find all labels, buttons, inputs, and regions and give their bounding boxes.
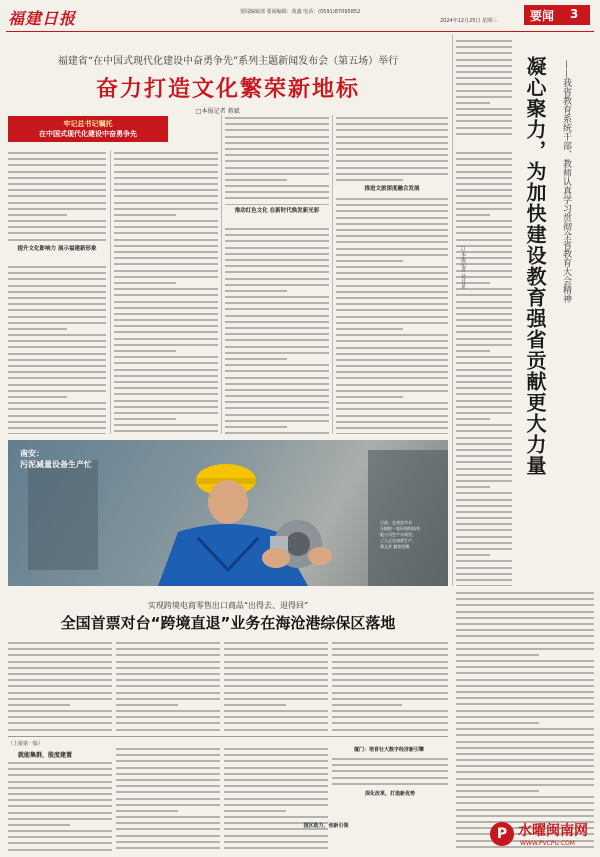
text-line bbox=[114, 428, 218, 434]
bottom-text-b bbox=[116, 746, 220, 852]
bottom-text-c bbox=[224, 746, 328, 852]
masthead-date: 2024年12月25日 星期三 bbox=[440, 18, 498, 24]
section-label-text: 要闻 bbox=[530, 9, 555, 23]
caption-line: 限公司生产车间里， bbox=[380, 532, 416, 537]
slogan-line-2: 在中国式现代化建设中奋勇争先 bbox=[39, 129, 137, 138]
watermark bbox=[490, 820, 594, 852]
watermark-text: 水曜闽南网 bbox=[518, 823, 588, 839]
watermark-url: WWW.PVCPU.COM bbox=[520, 840, 575, 847]
text-line bbox=[456, 583, 512, 586]
photo-title-line-1: 南安： bbox=[20, 448, 44, 458]
photo-caption-text bbox=[380, 520, 442, 550]
story2-text-a bbox=[8, 640, 112, 732]
lead-headline: 奋力打造文化繁荣新地标 bbox=[95, 77, 360, 102]
section-label bbox=[524, 5, 590, 25]
bottom-subhead: 就能集群，殷度建置 bbox=[17, 752, 72, 759]
masthead-dept-line: 要闻编辑部 要闻编辑：黄鑫 电话：(0591)87095852 bbox=[240, 9, 361, 15]
lead-col-4-text bbox=[336, 115, 448, 181]
text-line bbox=[336, 177, 403, 181]
masthead bbox=[0, 0, 600, 34]
text-line bbox=[8, 847, 112, 852]
text-line bbox=[456, 137, 512, 138]
section-rule bbox=[8, 736, 448, 737]
story2-text-d bbox=[332, 640, 448, 732]
text-line bbox=[116, 851, 220, 852]
story2-text-b bbox=[116, 640, 220, 732]
bottom-text-d bbox=[332, 756, 448, 786]
lead-col-3-text bbox=[225, 115, 329, 205]
text-line bbox=[224, 851, 328, 852]
caption-line: 头镇的一家环保科技有 bbox=[380, 526, 420, 531]
divider bbox=[221, 115, 222, 434]
side-headline: 凝心聚力，为加快建设教育强省贡献更大力量 bbox=[523, 56, 547, 476]
text-line bbox=[332, 781, 448, 786]
slogan-line-1: 牢记总书记嘱托 bbox=[63, 119, 113, 128]
lead-col-3-text-b bbox=[225, 226, 329, 434]
side-col-2-text bbox=[456, 590, 594, 850]
divider bbox=[332, 115, 333, 434]
text-line bbox=[332, 727, 448, 732]
photo-title-line-2: 污泥减量设备生产忙 bbox=[20, 459, 92, 469]
story2-subhead-2: 深化改革，打造新优势 bbox=[364, 791, 415, 797]
story2-kicker: 实现跨境电商零售出口商品“出得去、退得回” bbox=[147, 601, 309, 610]
lead-byline: □本报记者 蒋斌 bbox=[196, 108, 240, 115]
story2-subhead-3: 园区助力，创新引领 bbox=[303, 823, 349, 829]
side-byline: □本报记者 吴月星 bbox=[460, 246, 466, 289]
photo-credit: 郑文芳 翁家坚摄 bbox=[380, 544, 410, 549]
lead-subhead-3: 推进文旅深度融合发展 bbox=[364, 186, 420, 192]
masthead-rule bbox=[6, 31, 594, 32]
lead-col-2-text bbox=[114, 150, 218, 434]
slogan-box bbox=[8, 116, 168, 142]
photo-title bbox=[20, 448, 92, 470]
text-line bbox=[225, 202, 329, 205]
lead-col-4-text-b bbox=[336, 196, 448, 434]
side-top-text bbox=[456, 38, 512, 138]
story2-subhead-1: 厦门：培育壮大数字经济新引擎 bbox=[353, 747, 424, 753]
text-line bbox=[336, 431, 448, 434]
caption-line: 日前，在南安市水 bbox=[380, 520, 412, 525]
text-line bbox=[116, 727, 220, 732]
newspaper-logo: 福建日报 bbox=[8, 9, 77, 28]
divider bbox=[452, 34, 453, 586]
bottom-text-a bbox=[8, 760, 112, 852]
caption-line: 工人正在加紧生产。 bbox=[380, 538, 416, 543]
page-number: 3 bbox=[570, 7, 579, 21]
lead-subhead-1: 提升文化影响力 展示福建新形象 bbox=[17, 246, 97, 252]
lead-kicker: 福建省“在中国式现代化建设中奋勇争先”系列主题新闻发布会（第五场）举行 bbox=[57, 56, 399, 67]
news-photo bbox=[8, 440, 448, 586]
lead-col-1-text bbox=[8, 150, 106, 245]
story2-headline: 全国首票对台“跨境直退”业务在海沧港综保区落地 bbox=[60, 614, 396, 632]
text-line bbox=[8, 431, 106, 434]
watermark-logo-icon: P bbox=[490, 822, 514, 846]
story2-text-c bbox=[224, 640, 328, 732]
side-subtitle: ——我省教育系统干部、教师认真学习贯彻全省教育大会精神 bbox=[561, 60, 571, 303]
side-col-1-text bbox=[456, 150, 512, 586]
text-line bbox=[224, 727, 328, 732]
lead-subhead-2: 推动红色文化 在新时代焕发新光彩 bbox=[234, 208, 320, 214]
bottom-section: （上接第一版） bbox=[8, 741, 44, 747]
divider bbox=[110, 150, 111, 434]
lead-col-1-text-b bbox=[8, 264, 106, 434]
text-line bbox=[8, 727, 112, 732]
text-line bbox=[225, 430, 329, 434]
